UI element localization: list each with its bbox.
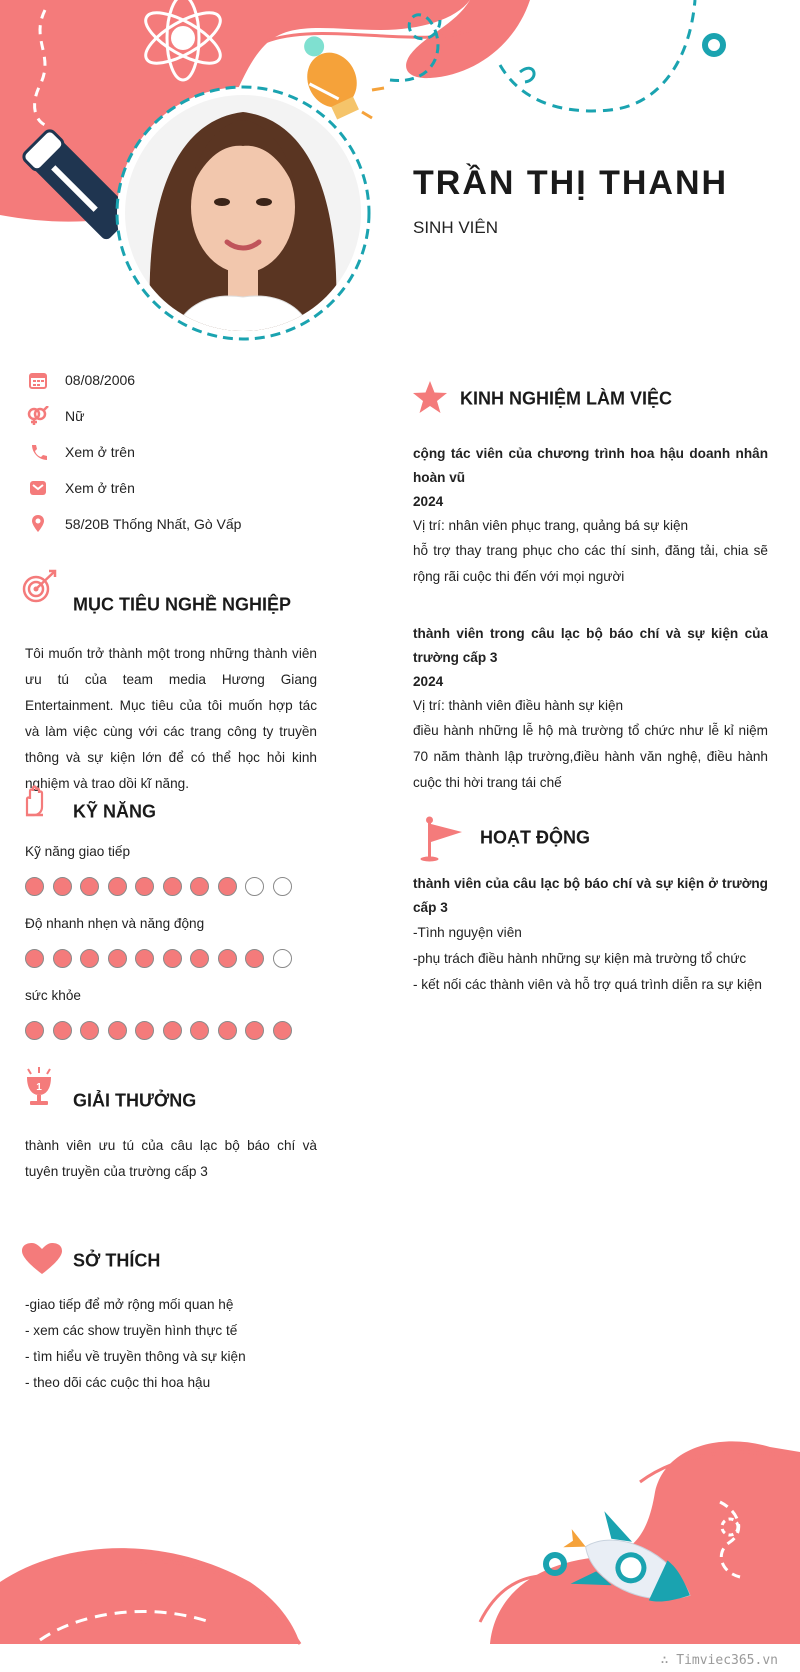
activity-line: -Tình nguyện viên xyxy=(413,925,522,940)
hobbies-list xyxy=(25,1292,325,1396)
rating-dot-filled xyxy=(190,1021,209,1040)
rating-dot-filled xyxy=(245,1021,264,1040)
hobby-item: - theo dõi các cuộc thi hoa hậu xyxy=(25,1375,211,1390)
rating-dot-filled xyxy=(53,949,72,968)
hobby-item: -giao tiếp để mở rộng mối quan hệ xyxy=(25,1297,234,1312)
rating-dot-filled xyxy=(80,949,99,968)
contact-value: 58/20B Thống Nhất, Gò Vấp xyxy=(65,516,242,532)
rating-dot-filled xyxy=(135,949,154,968)
rating-dot-filled xyxy=(25,1021,44,1040)
email-icon xyxy=(24,477,52,499)
hobby-item: - xem các show truyền hình thực tế xyxy=(25,1323,238,1338)
rating-dot-filled xyxy=(25,877,44,896)
contact-value: Xem ở trên xyxy=(65,480,135,496)
candidate-name: TRẦN THỊ THANH xyxy=(413,164,729,202)
experience-position: Vị trí: thành viên điều hành sự kiện xyxy=(413,698,624,713)
skill-label: Độ nhanh nhẹn và năng động xyxy=(25,916,205,931)
awards-title: GIẢI THƯỞNG xyxy=(73,1090,197,1111)
rating-dot-filled xyxy=(135,1021,154,1040)
experience-entry xyxy=(413,622,768,796)
flag-icon xyxy=(420,816,466,862)
activity-org: thành viên của câu lạc bộ báo chí và sự kiện ở trường cấp 3 xyxy=(413,876,768,915)
rating-dot-filled xyxy=(25,949,44,968)
activity-line: - kết nối các thành viên và hỗ trợ quá trình diễn ra sự kiện xyxy=(413,977,762,992)
awards-text: thành viên ưu tú của câu lạc bộ báo chí và tuyên truyền của trường cấp 3 xyxy=(25,1138,317,1179)
gender-icon xyxy=(24,405,52,427)
rating-dot-filled xyxy=(190,877,209,896)
portrait-photo xyxy=(112,82,374,344)
activities-title: HOẠT ĐỘNG xyxy=(480,827,590,848)
objective-title: MỤC TIÊU NGHỀ NGHIỆP xyxy=(73,594,292,615)
candidate-role: SINH VIÊN xyxy=(413,218,499,237)
hobbies-title: SỞ THÍCH xyxy=(73,1250,161,1271)
calendar-icon xyxy=(24,369,52,391)
rating-dot-filled xyxy=(108,1021,127,1040)
rating-dot-filled xyxy=(218,1021,237,1040)
contact-gender xyxy=(24,404,84,428)
contact-phone xyxy=(24,440,135,464)
rating-dot-filled xyxy=(80,1021,99,1040)
objective-text: Tôi muốn trở thành một trong những thành viên ưu tú của team media Hương Giang Entertainment. Mục tiêu của tôi muốn hợp tác và làm việc cùng với các trang công ty truyền thông và sự kiện lớn để có thể học hỏi kinh nghiệm và trao dồi kĩ năng. xyxy=(25,646,317,791)
rating-dot-empty xyxy=(273,877,292,896)
skill-rating xyxy=(25,949,292,968)
skill-rating xyxy=(25,1021,292,1040)
location-icon xyxy=(24,513,52,535)
rating-dot-filled xyxy=(218,877,237,896)
footer-decoration xyxy=(0,1432,800,1672)
rating-dot-filled xyxy=(53,1021,72,1040)
svg-text:1: 1 xyxy=(36,1082,42,1093)
rating-dot-filled xyxy=(190,949,209,968)
trophy-icon xyxy=(22,1067,56,1107)
rating-dot-filled xyxy=(273,1021,292,1040)
activity-entry xyxy=(413,872,768,998)
experience-entry xyxy=(413,442,768,590)
experience-org: cộng tác viên của chương trình hoa hậu doanh nhân hoàn vũ xyxy=(413,446,768,485)
rating-dot-filled xyxy=(53,877,72,896)
contact-email xyxy=(24,476,135,500)
skill-label: sức khỏe xyxy=(25,988,81,1003)
phone-icon xyxy=(24,441,52,463)
star-icon xyxy=(412,380,448,414)
rating-dot-filled xyxy=(163,877,182,896)
rating-dot-filled xyxy=(163,1021,182,1040)
contact-value: 08/08/2006 xyxy=(65,372,136,388)
rating-dot-filled xyxy=(245,949,264,968)
target-icon xyxy=(22,569,58,603)
rating-dot-filled xyxy=(163,949,182,968)
contact-value: Nữ xyxy=(65,408,85,424)
experience-position: Vị trí: nhân viên phục trang, quảng bá sự kiện xyxy=(413,518,689,533)
experience-org: thành viên trong câu lạc bộ báo chí và sự kiện của trường cấp 3 xyxy=(413,626,768,665)
rating-dot-filled xyxy=(108,877,127,896)
rating-dot-empty xyxy=(245,877,264,896)
experience-description: điều hành những lễ hộ mà trường tổ chức như lễ kỉ niệm 70 năm thành lập trường,điều hành văn nghệ, điều hành cuộc thi hời trang tái chế xyxy=(413,723,768,790)
rating-dot-empty xyxy=(273,949,292,968)
skills-title: KỸ NĂNG xyxy=(73,801,157,822)
raised-hand-icon xyxy=(22,785,48,817)
experience-title: KINH NGHIỆM LÀM VIỆC xyxy=(460,388,673,409)
contact-value: Xem ở trên xyxy=(65,444,135,460)
rating-dot-filled xyxy=(218,949,237,968)
experience-year: 2024 xyxy=(413,674,444,689)
heart-icon xyxy=(22,1243,62,1275)
rating-dot-filled xyxy=(108,949,127,968)
rating-dot-filled xyxy=(80,877,99,896)
experience-description: hỗ trợ thay trang phục cho các thí sinh, đăng tải, chia sẽ rộng rãi cuộc thi đến với mọi người xyxy=(413,543,768,584)
skill-rating xyxy=(25,877,292,896)
experience-year: 2024 xyxy=(413,494,444,509)
contact-address xyxy=(24,512,241,536)
rating-dot-filled xyxy=(135,877,154,896)
skill-label: Kỹ năng giao tiếp xyxy=(25,844,131,859)
contact-birthdate xyxy=(24,368,135,392)
activity-line: -phụ trách điều hành những sự kiện mà trường tổ chức xyxy=(413,951,747,966)
hobby-item: - tìm hiểu về truyền thông và sự kiện xyxy=(25,1349,246,1364)
watermark: ∴ Timviec365.vn xyxy=(660,1653,778,1668)
